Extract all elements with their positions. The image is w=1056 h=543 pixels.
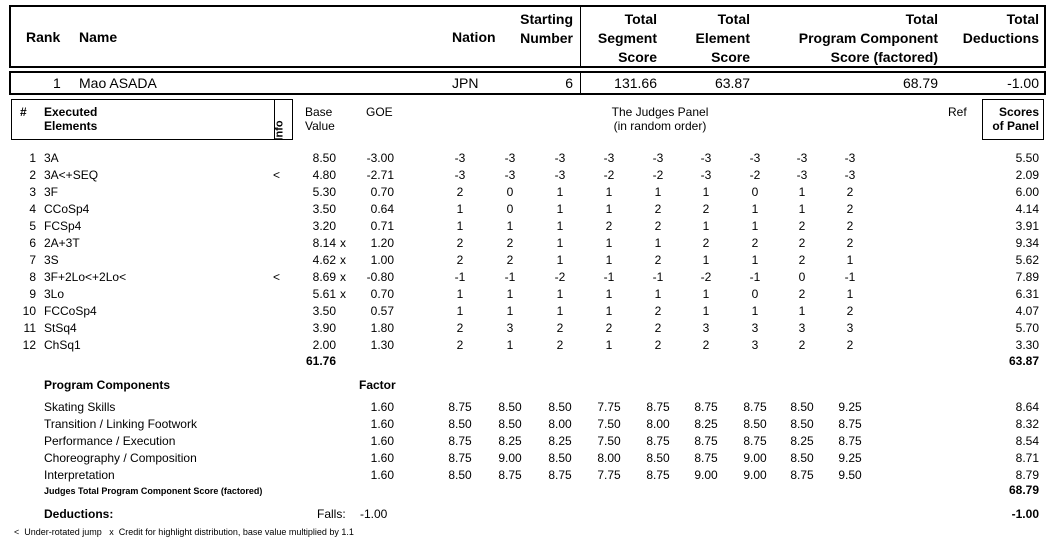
skater-nation: JPN xyxy=(452,75,479,91)
judge-score: 2 xyxy=(654,321,662,335)
component-panel-score: 8.54 xyxy=(1015,434,1039,448)
elements-ref-header: Ref xyxy=(948,105,967,119)
element-base-value: 3.50 xyxy=(312,202,336,216)
judge-score: 9.00 xyxy=(743,451,767,465)
judge-score: 1 xyxy=(605,202,613,216)
component-factor: 1.60 xyxy=(370,417,394,431)
element-goe: -0.80 xyxy=(366,270,394,284)
element-row xyxy=(0,150,1056,167)
judge-score: -3 xyxy=(844,168,856,182)
element-goe: 0.64 xyxy=(370,202,394,216)
judge-score: 1 xyxy=(556,304,564,318)
judge-score: 1 xyxy=(751,219,759,233)
skater-total-deductions: -1.00 xyxy=(1007,75,1039,91)
element-number: 6 xyxy=(29,236,36,250)
element-panel-score: 5.50 xyxy=(1015,151,1039,165)
judge-score: 1 xyxy=(556,287,564,301)
judge-score: 2 xyxy=(506,236,514,250)
element-name: 3A xyxy=(44,151,59,165)
element-number: 5 xyxy=(29,219,36,233)
judge-score: 2 xyxy=(654,219,662,233)
judge-score: -2 xyxy=(603,168,615,182)
judge-score: 2 xyxy=(846,219,854,233)
judge-score: 1 xyxy=(605,287,613,301)
element-goe: 0.70 xyxy=(370,185,394,199)
judge-score: -3 xyxy=(504,168,516,182)
judge-score: 8.75 xyxy=(743,434,767,448)
judge-score: -3 xyxy=(504,151,516,165)
judge-score: -3 xyxy=(454,168,466,182)
judge-score: 1 xyxy=(556,236,564,250)
judge-score: 1 xyxy=(846,253,854,267)
element-name: FCCoSp4 xyxy=(44,304,97,318)
program-component-row xyxy=(0,433,1056,450)
judge-score: -3 xyxy=(554,151,566,165)
component-name: Transition / Linking Footwork xyxy=(44,417,197,431)
element-panel-score: 4.14 xyxy=(1015,202,1039,216)
element-name: StSq4 xyxy=(44,321,77,335)
element-row xyxy=(0,320,1056,337)
element-row xyxy=(0,303,1056,320)
judge-score: 8.75 xyxy=(694,434,718,448)
element-name: FCSp4 xyxy=(44,219,82,233)
program-component-row xyxy=(0,416,1056,433)
element-row xyxy=(0,235,1056,252)
judge-score: 2 xyxy=(556,338,564,352)
element-bonus-marker: x xyxy=(340,270,346,284)
element-goe: -3.00 xyxy=(366,151,394,165)
elements-goe-header: GOE xyxy=(366,105,393,119)
judge-score: 2 xyxy=(456,185,464,199)
element-row xyxy=(0,337,1056,354)
judge-score: 1 xyxy=(702,287,710,301)
element-number: 10 xyxy=(22,304,36,318)
element-row xyxy=(0,286,1056,303)
skater-name: Mao ASADA xyxy=(79,75,157,91)
judge-score: 9.25 xyxy=(838,451,862,465)
judge-score: 1 xyxy=(506,287,514,301)
element-name: 2A+3T xyxy=(44,236,80,250)
judge-score: 1 xyxy=(605,338,613,352)
skater-rank: 1 xyxy=(53,75,61,91)
judge-score: -3 xyxy=(749,151,761,165)
element-goe: 0.57 xyxy=(370,304,394,318)
element-goe: 1.30 xyxy=(370,338,394,352)
judge-score: 1 xyxy=(654,236,662,250)
judge-score: 8.25 xyxy=(548,434,572,448)
judge-score: -3 xyxy=(796,151,808,165)
element-name: 3S xyxy=(44,253,59,267)
judge-score: 1 xyxy=(751,253,759,267)
element-panel-score: 2.09 xyxy=(1015,168,1039,182)
judge-score: 8.00 xyxy=(548,417,572,431)
judge-score: 2 xyxy=(506,253,514,267)
component-panel-score: 8.71 xyxy=(1015,451,1039,465)
judge-score: 2 xyxy=(456,253,464,267)
element-number: 11 xyxy=(23,321,36,335)
deductions-label: Deductions: xyxy=(44,507,114,521)
element-goe: 1.20 xyxy=(370,236,394,250)
element-name: 3Lo xyxy=(44,287,65,301)
element-bonus-marker: x xyxy=(340,236,346,250)
element-number: 9 xyxy=(29,287,36,301)
element-row xyxy=(0,218,1056,235)
judge-score: 8.50 xyxy=(448,417,472,431)
judge-score: 1 xyxy=(751,202,759,216)
component-name: Choreography / Composition xyxy=(44,451,197,465)
element-base-value: 8.69 xyxy=(312,270,336,284)
col-total-deductions-header: Total Deductions xyxy=(962,11,1039,46)
judges-panel-header: The Judges Panel (in random order) xyxy=(611,105,709,133)
col-nation-header: Nation xyxy=(452,29,496,45)
judge-score: 0 xyxy=(751,185,759,199)
element-row xyxy=(0,184,1056,201)
judge-score: 2 xyxy=(846,338,854,352)
judge-score: 1 xyxy=(456,304,464,318)
element-goe: 1.80 xyxy=(370,321,394,335)
judge-score: 1 xyxy=(605,236,613,250)
judge-score: 1 xyxy=(654,185,662,199)
judge-score: -3 xyxy=(796,168,808,182)
element-bonus-marker: x xyxy=(340,287,346,301)
element-base-value: 8.50 xyxy=(312,151,336,165)
component-factor: 1.60 xyxy=(370,434,394,448)
judge-score: 2 xyxy=(556,321,564,335)
elements-score-total: 63.87 xyxy=(1008,354,1039,368)
falls-label: Falls: xyxy=(317,507,346,521)
judge-score: 2 xyxy=(846,304,854,318)
element-base-value: 4.80 xyxy=(312,168,336,182)
judge-score: 1 xyxy=(654,287,662,301)
element-panel-score: 7.89 xyxy=(1015,270,1039,284)
judge-score: 8.00 xyxy=(646,417,670,431)
judge-score: 1 xyxy=(798,304,806,318)
judge-score: 8.75 xyxy=(694,451,718,465)
summary-divider xyxy=(580,5,581,68)
judge-score: 2 xyxy=(456,321,464,335)
judge-score: 0 xyxy=(798,270,806,284)
judge-score: 1 xyxy=(798,185,806,199)
judge-score: 1 xyxy=(456,202,464,216)
judge-score: 9.00 xyxy=(694,468,718,482)
judge-score: -1 xyxy=(504,270,516,284)
judge-score: -1 xyxy=(454,270,466,284)
judge-score: 1 xyxy=(751,304,759,318)
component-panel-score: 8.64 xyxy=(1015,400,1039,414)
judge-score: -3 xyxy=(700,168,712,182)
program-component-row xyxy=(0,450,1056,467)
falls-value: -1.00 xyxy=(360,507,388,521)
judge-score: -2 xyxy=(554,270,566,284)
judge-score: 8.75 xyxy=(646,400,670,414)
program-components-title: Program Components xyxy=(44,378,171,392)
judge-score: 1 xyxy=(456,287,464,301)
skater-summary-divider xyxy=(580,71,581,95)
judge-score: 7.75 xyxy=(597,468,621,482)
element-name: CCoSp4 xyxy=(44,202,90,216)
judge-score: 9.00 xyxy=(498,451,522,465)
judge-score: 2 xyxy=(456,236,464,250)
component-factor: 1.60 xyxy=(370,468,394,482)
judge-score: 2 xyxy=(798,338,806,352)
element-goe: 1.00 xyxy=(370,253,394,267)
judge-score: 3 xyxy=(798,321,806,335)
pcs-total-value: 68.79 xyxy=(1008,483,1039,497)
component-name: Performance / Execution xyxy=(44,434,176,448)
element-number: 7 xyxy=(29,253,36,267)
judge-score: 2 xyxy=(605,321,613,335)
judge-score: 2 xyxy=(654,202,662,216)
legend-footnote: < Under-rotated jump x Credit for highlight distribution, base value multiplied by 1.1 xyxy=(14,527,354,537)
element-panel-score: 5.70 xyxy=(1015,321,1039,335)
element-goe: -2.71 xyxy=(366,168,394,182)
judge-score: 8.50 xyxy=(548,400,572,414)
judge-score: 8.50 xyxy=(448,468,472,482)
element-name: 3F xyxy=(44,185,59,199)
element-panel-score: 4.07 xyxy=(1015,304,1039,318)
judge-score: -3 xyxy=(603,151,615,165)
judge-score: 8.75 xyxy=(838,434,862,448)
judge-score: 8.75 xyxy=(448,400,472,414)
col-name-header: Name xyxy=(79,29,118,45)
judge-score: -3 xyxy=(652,151,664,165)
judge-score: 8.25 xyxy=(694,417,718,431)
program-component-row xyxy=(0,399,1056,416)
judge-score: 1 xyxy=(702,185,710,199)
element-row xyxy=(0,201,1056,218)
element-base-value: 4.62 xyxy=(312,253,336,267)
judge-score: 3 xyxy=(751,338,759,352)
judge-score: -1 xyxy=(749,270,761,284)
element-row xyxy=(0,167,1056,184)
judge-score: 1 xyxy=(846,287,854,301)
judge-score: 2 xyxy=(798,219,806,233)
judge-score: 0 xyxy=(506,185,514,199)
judge-score: 1 xyxy=(605,304,613,318)
element-goe: 0.70 xyxy=(370,287,394,301)
base-value-total: 61.76 xyxy=(305,354,336,368)
skater-total-pcs: 68.79 xyxy=(902,75,938,91)
judge-score: 1 xyxy=(556,185,564,199)
judge-score: -2 xyxy=(652,168,664,182)
judge-score: 2 xyxy=(654,338,662,352)
elements-scores-header: Scores of Panel xyxy=(992,105,1039,133)
judge-score: 1 xyxy=(702,219,710,233)
element-number: 12 xyxy=(22,338,36,352)
judge-score: -3 xyxy=(454,151,466,165)
col-total-pcs-header: Total Program Component Score (factored) xyxy=(798,11,938,65)
element-panel-score: 3.91 xyxy=(1015,219,1039,233)
element-name: 3F+2Lo<+2Lo< xyxy=(44,270,127,284)
element-goe: 0.71 xyxy=(370,219,394,233)
elements-executed-header: Executed Elements xyxy=(44,105,98,133)
judge-score: -1 xyxy=(603,270,615,284)
component-name: Skating Skills xyxy=(44,400,116,414)
element-number: 3 xyxy=(29,185,36,199)
element-name: 3A<+SEQ xyxy=(44,168,99,182)
judge-score: 3 xyxy=(702,321,710,335)
element-number: 8 xyxy=(29,270,36,284)
judge-score: 8.50 xyxy=(548,451,572,465)
element-info: < xyxy=(273,270,281,284)
judge-score: 1 xyxy=(702,253,710,267)
element-number: 1 xyxy=(29,151,36,165)
judge-score: 2 xyxy=(702,338,710,352)
judge-score: 1 xyxy=(456,219,464,233)
skater-total-element-score: 63.87 xyxy=(714,75,750,91)
judge-score: 2 xyxy=(702,202,710,216)
element-bonus-marker: x xyxy=(340,253,346,267)
judge-score: -1 xyxy=(844,270,856,284)
judge-score: -3 xyxy=(554,168,566,182)
judge-score: 8.50 xyxy=(498,417,522,431)
element-row xyxy=(0,252,1056,269)
judge-score: 2 xyxy=(605,219,613,233)
judge-score: 8.50 xyxy=(498,400,522,414)
element-panel-score: 6.31 xyxy=(1015,287,1039,301)
element-base-value: 3.50 xyxy=(312,304,336,318)
element-number: 2 xyxy=(29,168,36,182)
judge-score: 8.75 xyxy=(498,468,522,482)
judge-score: 1 xyxy=(506,219,514,233)
judge-score: 1 xyxy=(702,304,710,318)
col-rank-header: Rank xyxy=(26,29,61,45)
judge-score: 8.75 xyxy=(790,468,814,482)
judge-score: 8.75 xyxy=(646,468,670,482)
element-base-value: 5.61 xyxy=(312,287,336,301)
element-panel-score: 5.62 xyxy=(1015,253,1039,267)
judge-score: 8.50 xyxy=(790,451,814,465)
program-component-row xyxy=(0,467,1056,484)
pcs-total-label: Judges Total Program Component Score (factored) xyxy=(44,486,263,496)
component-name: Interpretation xyxy=(44,468,115,482)
judge-score: 1 xyxy=(605,253,613,267)
judge-score: 2 xyxy=(798,287,806,301)
elements-info-header: Info xyxy=(273,120,286,141)
judge-score: 2 xyxy=(798,236,806,250)
judge-score: -1 xyxy=(652,270,664,284)
col-starting-number-header: Starting Number xyxy=(520,11,573,46)
judge-score: 7.50 xyxy=(597,434,621,448)
component-panel-score: 8.79 xyxy=(1015,468,1039,482)
judge-score: 7.75 xyxy=(597,400,621,414)
element-base-value: 5.30 xyxy=(312,185,336,199)
judge-score: 8.50 xyxy=(743,417,767,431)
judge-score: 8.75 xyxy=(548,468,572,482)
judge-score: 3 xyxy=(751,321,759,335)
judge-score: -3 xyxy=(700,151,712,165)
judge-score: -3 xyxy=(844,151,856,165)
judge-score: 2 xyxy=(654,253,662,267)
skater-total-segment-score: 131.66 xyxy=(614,75,657,91)
judge-score: 2 xyxy=(846,202,854,216)
judge-score: 8.75 xyxy=(694,400,718,414)
element-panel-score: 9.34 xyxy=(1015,236,1039,250)
element-number: 4 xyxy=(29,202,36,216)
deductions-total: -1.00 xyxy=(1011,507,1039,521)
judge-score: 8.75 xyxy=(448,451,472,465)
judge-score: 8.75 xyxy=(838,417,862,431)
judge-score: 3 xyxy=(506,321,514,335)
judge-score: 7.50 xyxy=(597,417,621,431)
judge-score: 2 xyxy=(751,236,759,250)
judge-score: 8.75 xyxy=(448,434,472,448)
judge-score: 2 xyxy=(846,236,854,250)
judge-score: 1 xyxy=(506,304,514,318)
judge-score: 3 xyxy=(846,321,854,335)
element-panel-score: 6.00 xyxy=(1015,185,1039,199)
judge-score: 8.50 xyxy=(790,400,814,414)
judge-score: 8.50 xyxy=(790,417,814,431)
judge-score: 9.50 xyxy=(838,468,862,482)
elements-base-value-header: Base Value xyxy=(305,105,335,133)
judge-score: 1 xyxy=(556,253,564,267)
skater-starting-number: 6 xyxy=(565,75,573,91)
factor-header: Factor xyxy=(359,378,396,392)
judge-score: 8.25 xyxy=(790,434,814,448)
judge-score: 8.25 xyxy=(498,434,522,448)
judge-score: 0 xyxy=(506,202,514,216)
element-base-value: 3.20 xyxy=(312,219,336,233)
component-factor: 1.60 xyxy=(370,451,394,465)
judge-score: 2 xyxy=(654,304,662,318)
judge-score: 1 xyxy=(556,202,564,216)
judge-score: 8.50 xyxy=(646,451,670,465)
judge-score: 2 xyxy=(456,338,464,352)
col-total-element-score-header: Total Element Score xyxy=(695,11,750,65)
judge-score: 1 xyxy=(798,202,806,216)
judge-score: 2 xyxy=(846,185,854,199)
judge-score: 8.00 xyxy=(597,451,621,465)
element-base-value: 2.00 xyxy=(312,338,336,352)
judge-score: 9.25 xyxy=(838,400,862,414)
component-panel-score: 8.32 xyxy=(1015,417,1039,431)
element-name: ChSq1 xyxy=(44,338,81,352)
judge-score: 2 xyxy=(798,253,806,267)
col-total-segment-score-header: Total Segment Score xyxy=(597,11,657,65)
component-factor: 1.60 xyxy=(370,400,394,414)
element-info: < xyxy=(273,168,281,182)
judge-score: -2 xyxy=(749,168,761,182)
judge-score: 9.00 xyxy=(743,468,767,482)
judge-score: 0 xyxy=(751,287,759,301)
judge-score: 8.75 xyxy=(646,434,670,448)
element-base-value: 8.14 xyxy=(312,236,336,250)
element-row xyxy=(0,269,1056,286)
judge-score: 1 xyxy=(506,338,514,352)
elements-num-header: # xyxy=(20,105,27,119)
judge-score: 1 xyxy=(556,219,564,233)
element-panel-score: 3.30 xyxy=(1015,338,1039,352)
judge-score: 8.75 xyxy=(743,400,767,414)
judge-score: 2 xyxy=(702,236,710,250)
judge-score: -2 xyxy=(700,270,712,284)
judge-score: 1 xyxy=(605,185,613,199)
element-base-value: 3.90 xyxy=(312,321,336,335)
